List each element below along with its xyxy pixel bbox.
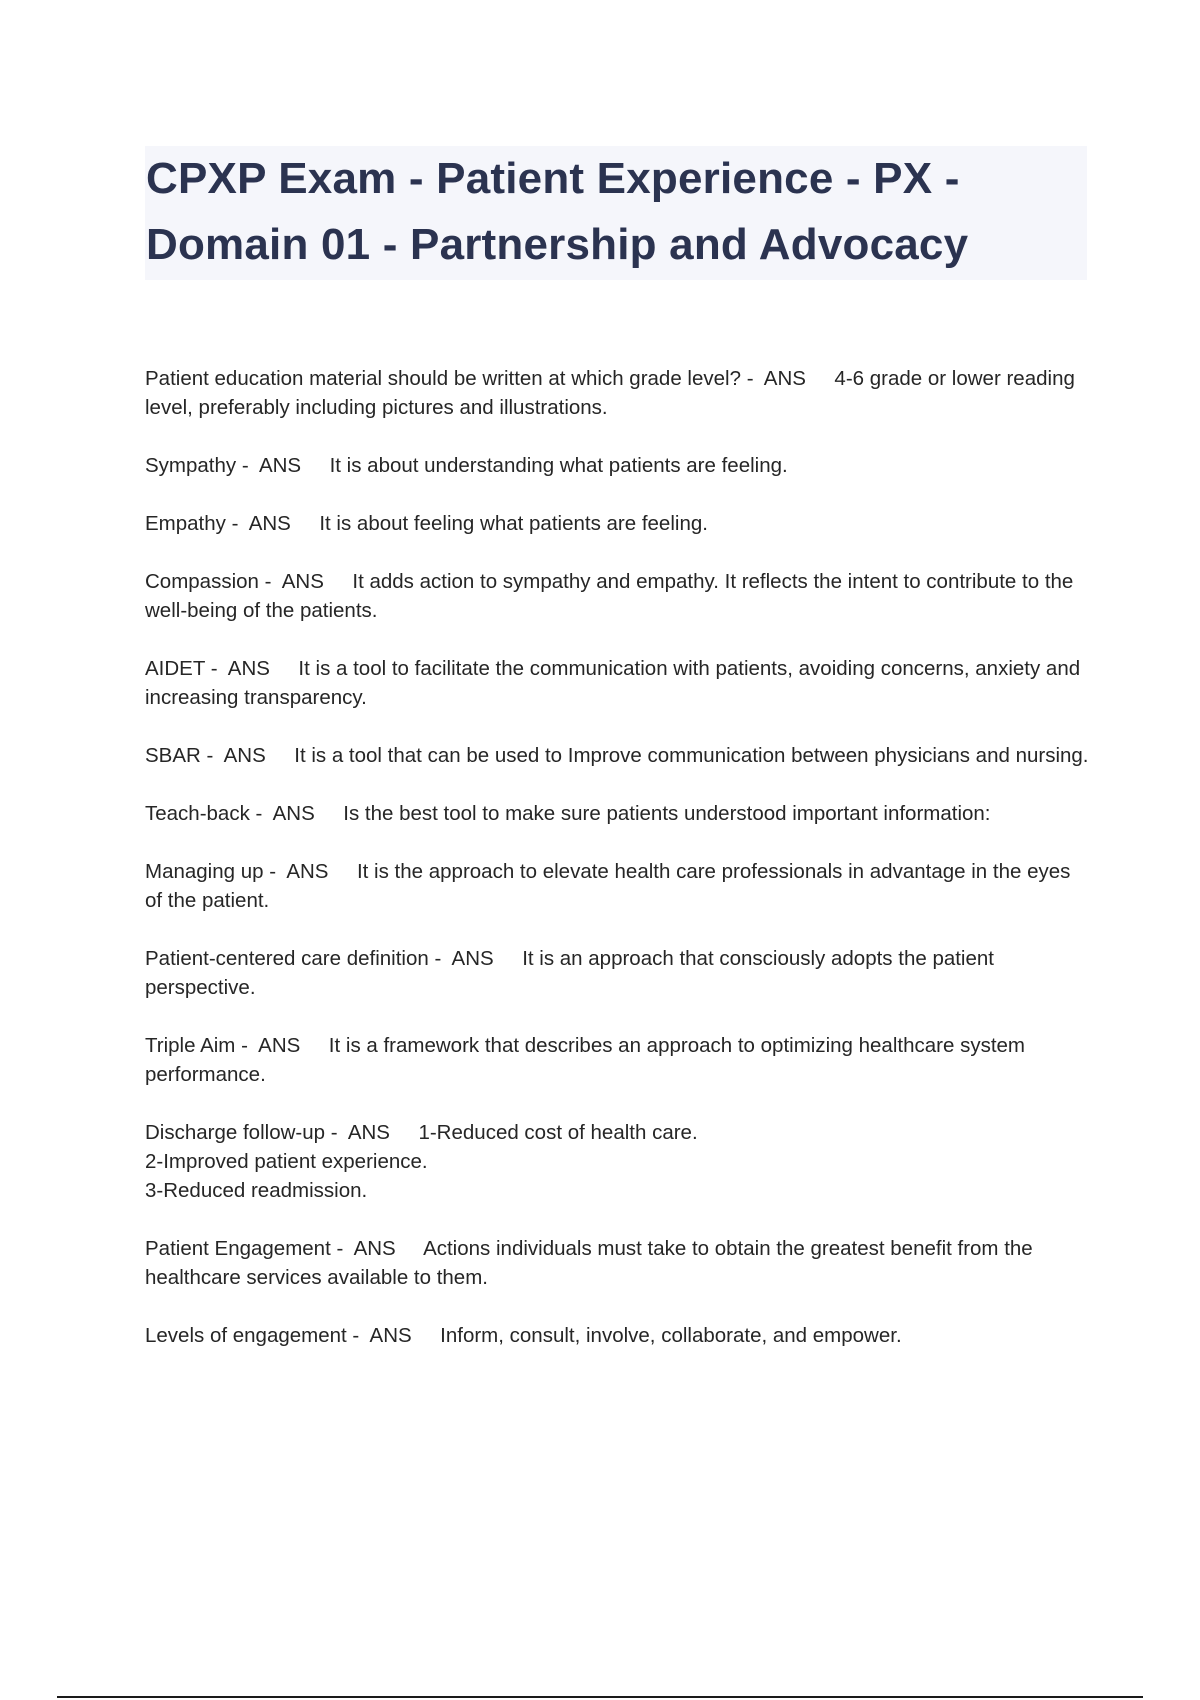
qa-answer: Inform, consult, involve, collaborate, and empower. — [440, 1324, 902, 1347]
qa-answer: It is the approach to elevate health care professionals in advantage in the eyes of the patient. — [145, 860, 1071, 912]
qa-term: Discharge follow-up — [145, 1121, 326, 1144]
qa-item — [145, 857, 1090, 915]
qa-item — [145, 567, 1090, 625]
ans-separator: - ANS — [330, 1237, 424, 1260]
qa-answer: It is a tool to facilitate the communication with patients, avoiding concerns, anxiety and increasing transparency. — [145, 657, 1081, 709]
qa-item — [145, 364, 1090, 422]
qa-answer-line: 2-Improved patient experience. — [145, 1150, 428, 1173]
qa-item — [145, 1234, 1090, 1292]
qa-term: Patient education material should be written at which grade level? — [145, 367, 741, 390]
ans-separator: - ANS — [325, 1121, 419, 1144]
ans-separator: - ANS — [346, 1324, 441, 1347]
qa-answer: It adds action to sympathy and empathy. It reflects the intent to contribute to the well-being of the patients. — [145, 570, 1074, 622]
qa-answer: It is about understanding what patients are feeling. — [329, 454, 788, 477]
qa-answer: 1-Reduced cost of health care. — [418, 1121, 698, 1144]
qa-item — [145, 741, 1090, 770]
qa-answer: Is the best tool to make sure patients understood important information: — [343, 802, 991, 825]
ans-separator: - ANS — [741, 367, 835, 390]
qa-answer: Actions individuals must take to obtain the greatest benefit from the healthcare services available to them. — [145, 1237, 1033, 1289]
ans-separator: - ANS — [263, 860, 357, 883]
qa-term: Levels of engagement — [145, 1324, 347, 1347]
qa-term: Empathy — [145, 512, 226, 535]
title-banner — [145, 146, 1087, 280]
footer-divider — [57, 1696, 1143, 1698]
qa-term: SBAR — [145, 744, 201, 767]
qa-item — [145, 1118, 1090, 1205]
qa-answer-line: 3-Reduced readmission. — [145, 1179, 368, 1202]
qa-item — [145, 654, 1090, 712]
qa-item — [145, 1321, 1090, 1350]
qa-term: Patient Engagement — [145, 1237, 331, 1260]
qa-item — [145, 799, 1090, 828]
ans-separator: - ANS — [428, 947, 523, 970]
ans-separator: - ANS — [225, 512, 320, 535]
qa-term: Triple Aim — [145, 1034, 236, 1057]
page-title: CPXP Exam - Patient Experience - PX - Domain 01 - Partnership and Advocacy — [146, 154, 969, 269]
qa-term: Teach-back — [145, 802, 250, 825]
qa-item — [145, 944, 1090, 1002]
ans-separator: - ANS — [205, 657, 299, 680]
qa-answer: 4-6 grade or lower reading level, preferably including pictures and illustrations. — [145, 367, 1075, 419]
qa-answer: It is a framework that describes an approach to optimizing healthcare system performance. — [145, 1034, 1025, 1086]
qa-term: Managing up — [145, 860, 264, 883]
qa-answer: It is about feeling what patients are feeling. — [319, 512, 708, 535]
qa-item — [145, 509, 1090, 538]
qa-answer: It is an approach that consciously adopts the patient perspective. — [145, 947, 994, 999]
qa-term: Sympathy — [145, 454, 237, 477]
ans-separator: - ANS — [249, 802, 344, 825]
ans-separator: - ANS — [200, 744, 295, 767]
ans-separator: - ANS — [236, 454, 330, 477]
ans-separator: - ANS — [235, 1034, 329, 1057]
qa-item — [145, 451, 1090, 480]
qa-term: AIDET — [145, 657, 205, 680]
qa-term: Patient-centered care definition — [145, 947, 429, 970]
qa-term: Compassion — [145, 570, 259, 593]
qa-answer: It is a tool that can be used to Improve communication between physicians and nursing. — [294, 744, 1089, 767]
ans-separator: - ANS — [258, 570, 353, 593]
qa-list — [145, 364, 1090, 1379]
qa-item — [145, 1031, 1090, 1089]
